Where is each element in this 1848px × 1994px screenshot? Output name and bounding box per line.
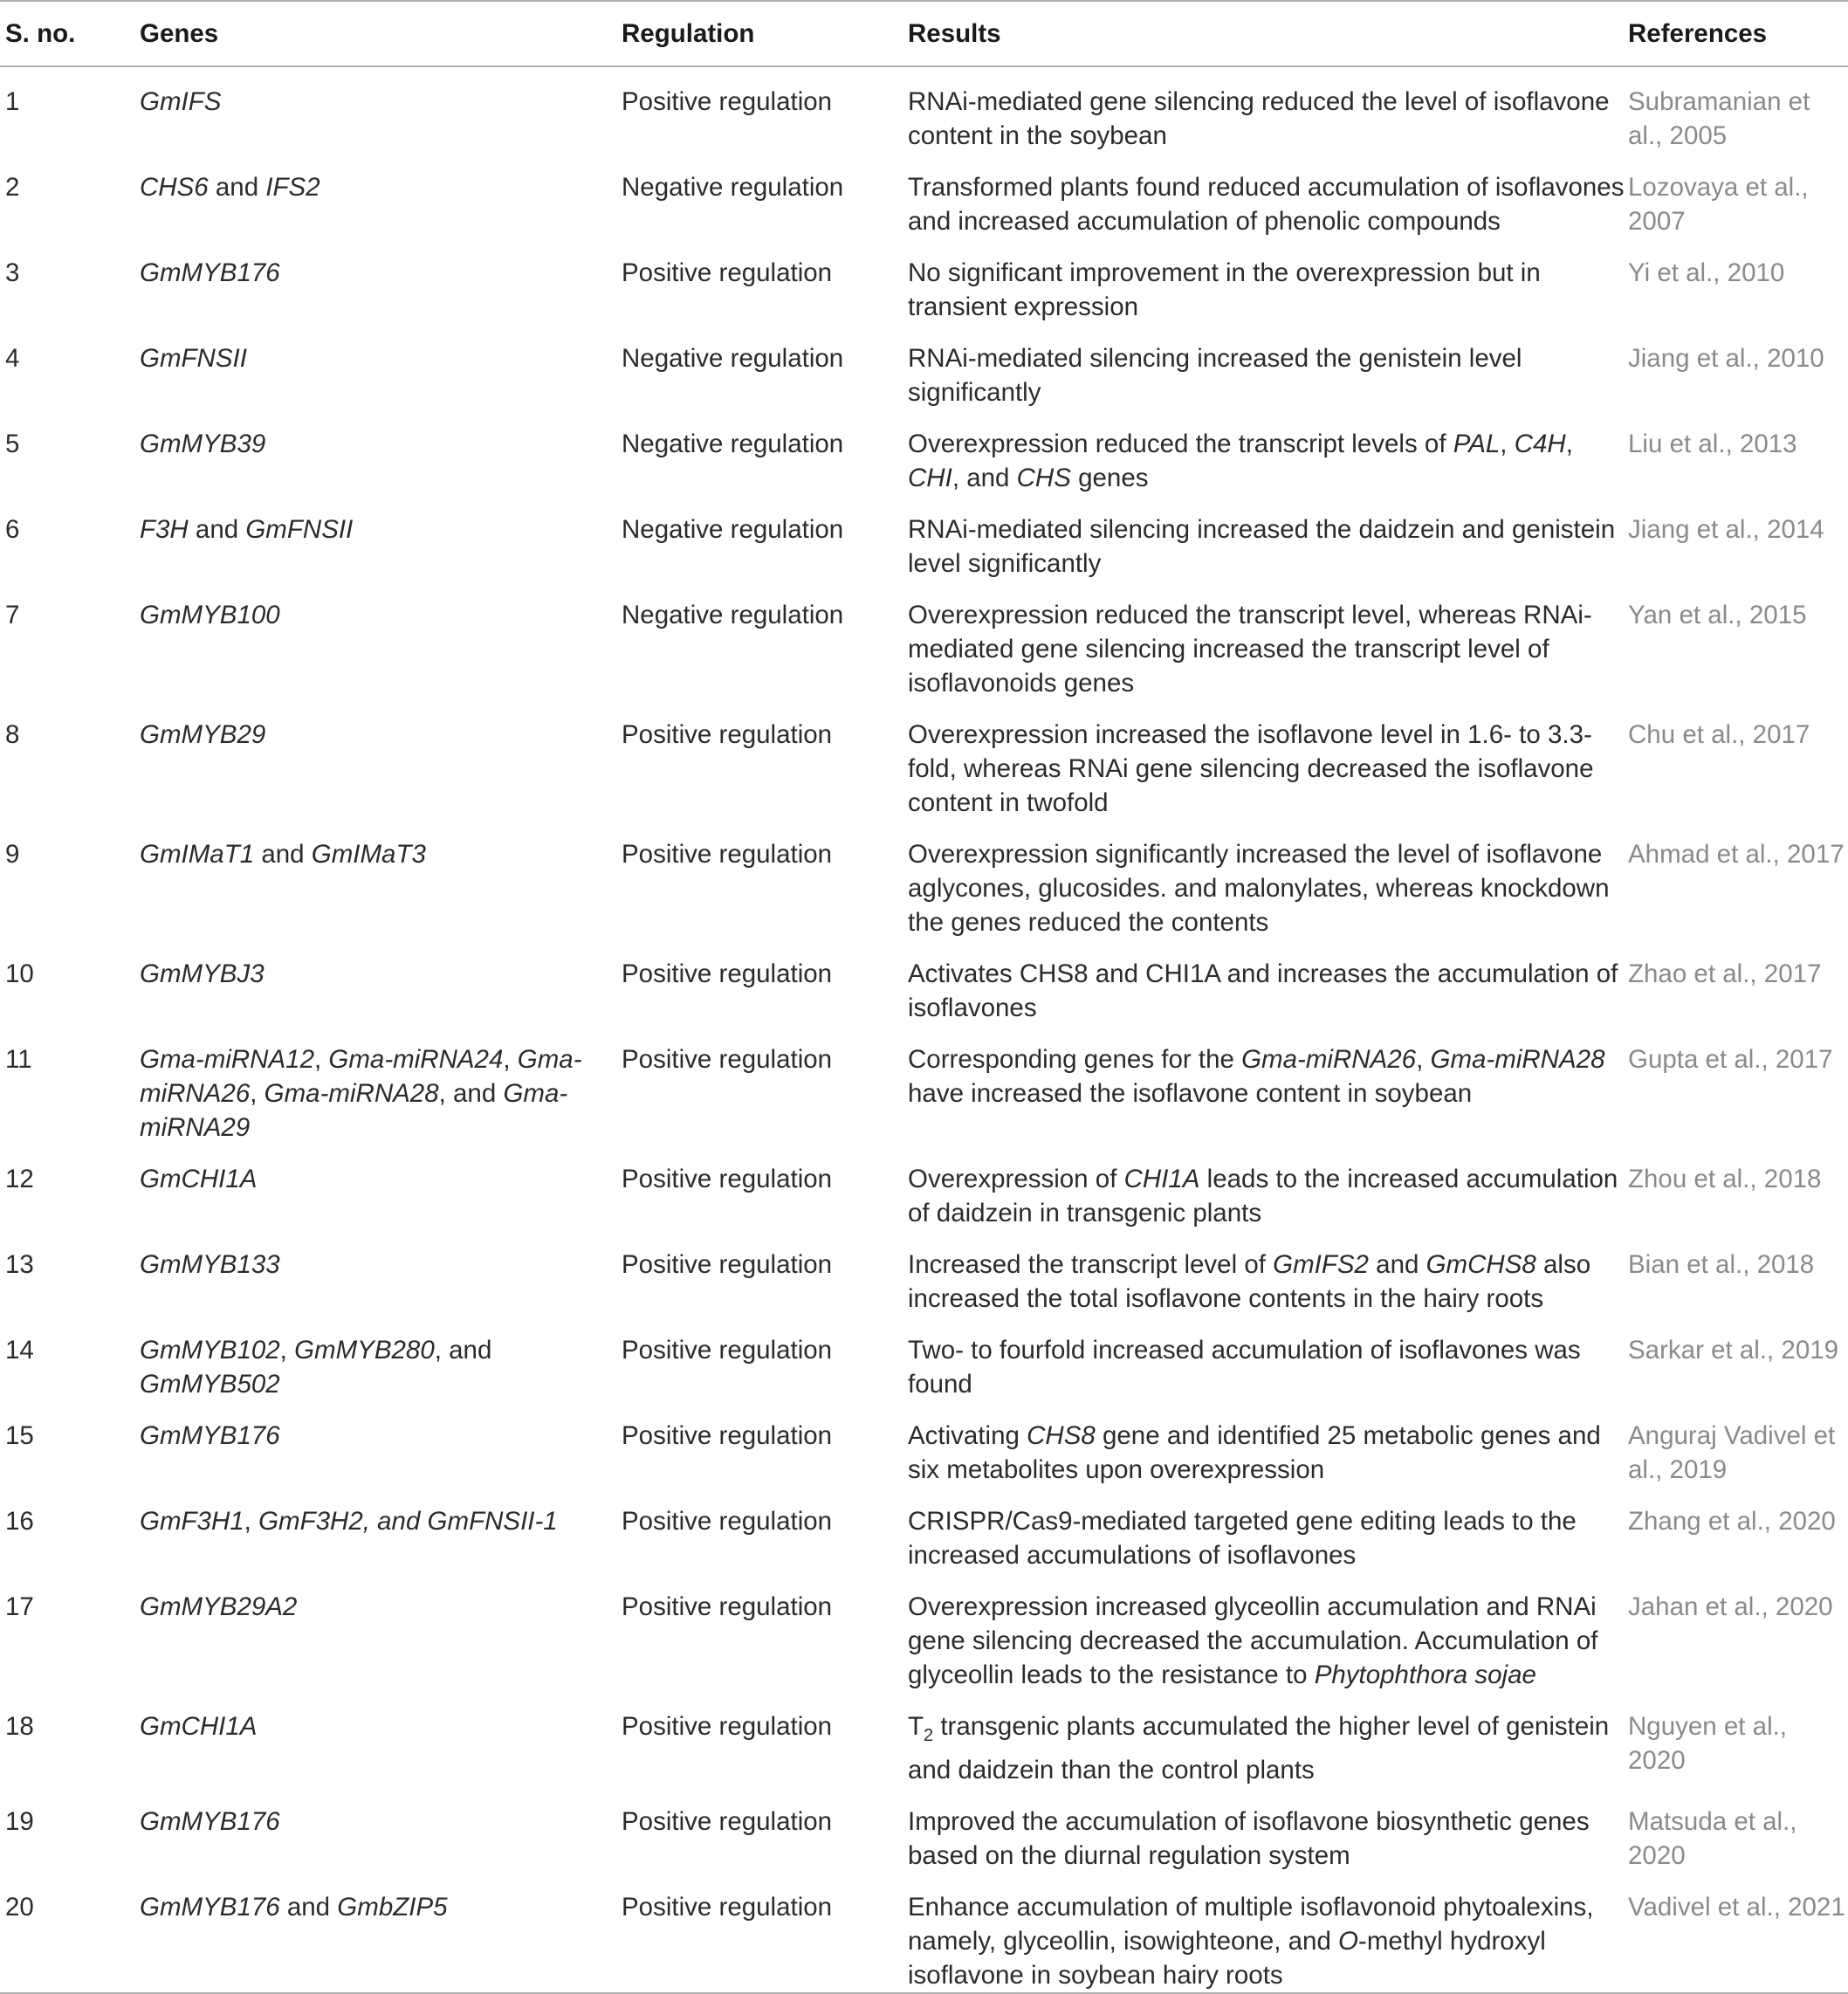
cell-results: Improved the accumulation of isoflavone biosynthetic genes based on the diurnal regulation system — [908, 1806, 1590, 1870]
table-row — [0, 1401, 1848, 1487]
cell-regulation: Positive regulation — [622, 1250, 833, 1279]
table-row — [0, 700, 1848, 820]
cell-results: Overexpression increased glyceollin accumulation and RNAi gene silencing decreased the accumulation. Accumulation of glyceollin leads to the resistance to Phytophthora sojae — [908, 1592, 1598, 1689]
cell-results: Overexpression of CHI1A leads to the increased accumulation of daidzein in transgenic plants — [908, 1165, 1618, 1227]
cell-genes: GmMYB133 — [140, 1250, 280, 1279]
header-results: Results — [908, 1, 1628, 66]
cell-genes: GmMYB39 — [140, 430, 266, 458]
cell-sno: 17 — [5, 1592, 34, 1621]
cell-genes: GmMYB29A2 — [140, 1592, 298, 1621]
cell-results: $T_2$ transgenic plants accumulated the higher level of genistein and daidzein than the control plants — [908, 1712, 1610, 1784]
cell-results: RNAi-mediated silencing increased the daidzein and genistein level significantly — [908, 515, 1616, 578]
cell-results: No significant improvement in the overexpression but in transient expression — [908, 258, 1541, 321]
cell-regulation: Positive regulation — [622, 840, 833, 869]
cell-sno: 15 — [5, 1421, 34, 1450]
cell-genes: GmFNSII — [140, 344, 247, 373]
cell-reference: Liu et al., 2013 — [1628, 430, 1797, 458]
table-row — [0, 1487, 1848, 1572]
cell-sno: 5 — [5, 430, 20, 458]
cell-regulation: Negative regulation — [622, 173, 844, 202]
cell-sno: 20 — [0, 1873, 140, 1993]
table-row — [0, 1230, 1848, 1316]
cell-genes: GmMYBJ3 — [140, 959, 264, 988]
cell-regulation: Positive regulation — [622, 258, 833, 287]
cell-regulation: Negative regulation — [622, 601, 844, 629]
cell-genes: GmMYB29 — [140, 720, 266, 749]
cell-genes: GmMYB176 and GmbZIP5 — [140, 1873, 622, 1993]
cell-genes: GmIMaT1 and GmIMaT3 — [140, 840, 426, 869]
cell-genes: GmMYB102, GmMYB280, and GmMYB502 — [140, 1336, 492, 1399]
cell-results: Activating CHS8 gene and identified 25 metabolic genes and six metabolites upon overexpression — [908, 1421, 1601, 1484]
cell-reference: Chu et al., 2017 — [1628, 720, 1810, 749]
cell-results: Overexpression reduced the transcript level, whereas RNAi-mediated gene silencing increased the transcript level of isoflavonoids genes — [908, 601, 1592, 698]
cell-sno: 14 — [5, 1336, 34, 1365]
table-header-row — [0, 1, 1848, 66]
cell-results: Enhance accumulation of multiple isoflavonoid phytoalexins, namely, glyceollin, isowighteone, and O-methyl hydroxyl isoflavone in soybean hairy roots — [908, 1873, 1628, 1993]
cell-reference: Jiang et al., 2014 — [1628, 515, 1824, 544]
cell-regulation: Positive regulation — [622, 959, 833, 988]
table-row — [0, 581, 1848, 700]
cell-reference: Matsuda et al., 2020 — [1628, 1806, 1797, 1870]
cell-results: Overexpression reduced the transcript levels of PAL, C4H, CHI, and CHS genes — [908, 430, 1573, 492]
cell-reference: Zhou et al., 2018 — [1628, 1165, 1822, 1193]
table-row — [0, 1025, 1848, 1145]
cell-results: Activates CHS8 and CHI1A and increases the accumulation of isoflavones — [908, 959, 1618, 1022]
cell-reference: Lozovaya et al., 2007 — [1628, 173, 1809, 236]
table-row — [0, 1316, 1848, 1401]
cell-regulation: Positive regulation — [622, 1592, 833, 1621]
cell-reference: Subramanian et al., 2005 — [1628, 87, 1810, 150]
cell-reference: Bian et al., 2018 — [1628, 1250, 1815, 1279]
cell-sno: 10 — [5, 959, 34, 988]
cell-results: Corresponding genes for the Gma-miRNA26, Gma-miRNA28 have increased the isoflavone content in soybean — [908, 1045, 1605, 1108]
cell-reference: Vadivel et al., 2021 — [1628, 1873, 1848, 1993]
cell-genes: GmCHI1A — [140, 1165, 258, 1193]
cell-reference: Gupta et al., 2017 — [1628, 1045, 1833, 1074]
cell-results: RNAi-mediated silencing increased the genistein level significantly — [908, 344, 1522, 407]
table-row — [0, 1145, 1848, 1230]
header-genes: Genes — [140, 1, 622, 66]
cell-results: Two- to fourfold increased accumulation of isoflavones was found — [908, 1336, 1581, 1399]
header-regulation: Regulation — [622, 1, 908, 66]
cell-sno: 9 — [5, 840, 20, 869]
table-row — [0, 1692, 1848, 1787]
cell-sno: 16 — [5, 1507, 34, 1536]
cell-reference: Yi et al., 2010 — [1628, 258, 1785, 287]
cell-reference: Jiang et al., 2010 — [1628, 344, 1824, 373]
cell-regulation: Negative regulation — [622, 515, 844, 544]
cell-reference: Ahmad et al., 2017 — [1628, 840, 1845, 869]
table-body — [0, 66, 1848, 1993]
cell-genes: GmMYB176 — [140, 1421, 280, 1450]
cell-regulation: Negative regulation — [622, 344, 844, 373]
cell-regulation: Positive regulation — [622, 1336, 833, 1365]
header-references: References — [1628, 1, 1848, 66]
cell-results: RNAi-mediated gene silencing reduced the level of isoflavone content in the soybean — [908, 87, 1610, 150]
table-row — [0, 1873, 1848, 1993]
cell-sno: 8 — [5, 720, 20, 749]
cell-regulation: Positive regulation — [622, 1421, 833, 1450]
cell-regulation: Positive regulation — [622, 1165, 833, 1193]
cell-reference: Anguraj Vadivel et al., 2019 — [1628, 1421, 1836, 1484]
cell-reference: Zhao et al., 2017 — [1628, 959, 1822, 988]
cell-regulation: Negative regulation — [622, 430, 844, 458]
table-row — [0, 820, 1848, 939]
cell-sno: 2 — [5, 173, 20, 202]
cell-regulation: Positive regulation — [622, 1507, 833, 1536]
cell-genes: F3H and GmFNSII — [140, 515, 354, 544]
cell-sno: 19 — [5, 1806, 34, 1836]
cell-sno: 18 — [5, 1712, 34, 1741]
cell-results: Increased the transcript level of GmIFS2 and GmCHS8 also increased the total isoflavone contents in the hairy roots — [908, 1250, 1591, 1313]
cell-results: Transformed plants found reduced accumulation of isoflavones and increased accumulation of phenolic compounds — [908, 173, 1625, 236]
cell-regulation: Positive regulation — [622, 87, 833, 116]
cell-results: Overexpression increased the isoflavone level in 1.6- to 3.3-fold, whereas RNAi gene silencing decreased the isoflavone content in twofold — [908, 720, 1594, 817]
cell-genes: CHS6 and IFS2 — [140, 173, 320, 202]
cell-genes: Gma-miRNA12, Gma-miRNA24, Gma-miRNA26, Gma-miRNA28, and Gma-miRNA29 — [140, 1045, 582, 1142]
cell-results: Overexpression significantly increased the level of isoflavone aglycones, glucosides. and malonylates, whereas knockdown the genes reduced the contents — [908, 840, 1610, 937]
cell-reference: Nguyen et al., 2020 — [1628, 1712, 1788, 1775]
cell-genes: GmF3H1, GmF3H2, and GmFNSII-1 — [140, 1507, 558, 1536]
table-row — [0, 495, 1848, 581]
cell-genes: GmCHI1A — [140, 1712, 258, 1741]
cell-genes: GmMYB176 — [140, 258, 280, 287]
cell-sno: 12 — [5, 1165, 34, 1193]
cell-genes: GmMYB100 — [140, 601, 280, 629]
table-row — [0, 409, 1848, 495]
cell-regulation: Positive regulation — [622, 1045, 833, 1074]
cell-reference: Sarkar et al., 2019 — [1628, 1336, 1839, 1365]
cell-reference: Zhang et al., 2020 — [1628, 1507, 1836, 1536]
cell-genes: GmIFS — [140, 87, 222, 116]
table-row — [0, 1787, 1848, 1873]
cell-sno: 6 — [5, 515, 20, 544]
cell-regulation: Positive regulation — [622, 720, 833, 749]
header-sno: S. no. — [0, 1, 140, 66]
cell-regulation: Positive regulation — [622, 1806, 833, 1836]
table-row — [0, 939, 1848, 1025]
cell-sno: 13 — [5, 1250, 34, 1279]
cell-regulation: Positive regulation — [622, 1712, 833, 1741]
cell-sno: 1 — [5, 87, 20, 116]
table-row — [0, 238, 1848, 324]
cell-regulation: Positive regulation — [622, 1873, 908, 1993]
cell-reference: Jahan et al., 2020 — [1628, 1592, 1833, 1621]
cell-sno: 4 — [5, 344, 20, 373]
cell-genes: GmMYB176 — [140, 1806, 280, 1836]
cell-results: CRISPR/Cas9-mediated targeted gene editing leads to the increased accumulations of isoflavones — [908, 1507, 1577, 1570]
table-row — [0, 153, 1848, 238]
table-row — [0, 66, 1848, 153]
cell-reference: Yan et al., 2015 — [1628, 601, 1807, 629]
table-row — [0, 324, 1848, 409]
cell-sno: 11 — [5, 1045, 32, 1074]
cell-sno: 7 — [5, 601, 20, 629]
table-row — [0, 1572, 1848, 1692]
cell-sno: 3 — [5, 258, 20, 287]
